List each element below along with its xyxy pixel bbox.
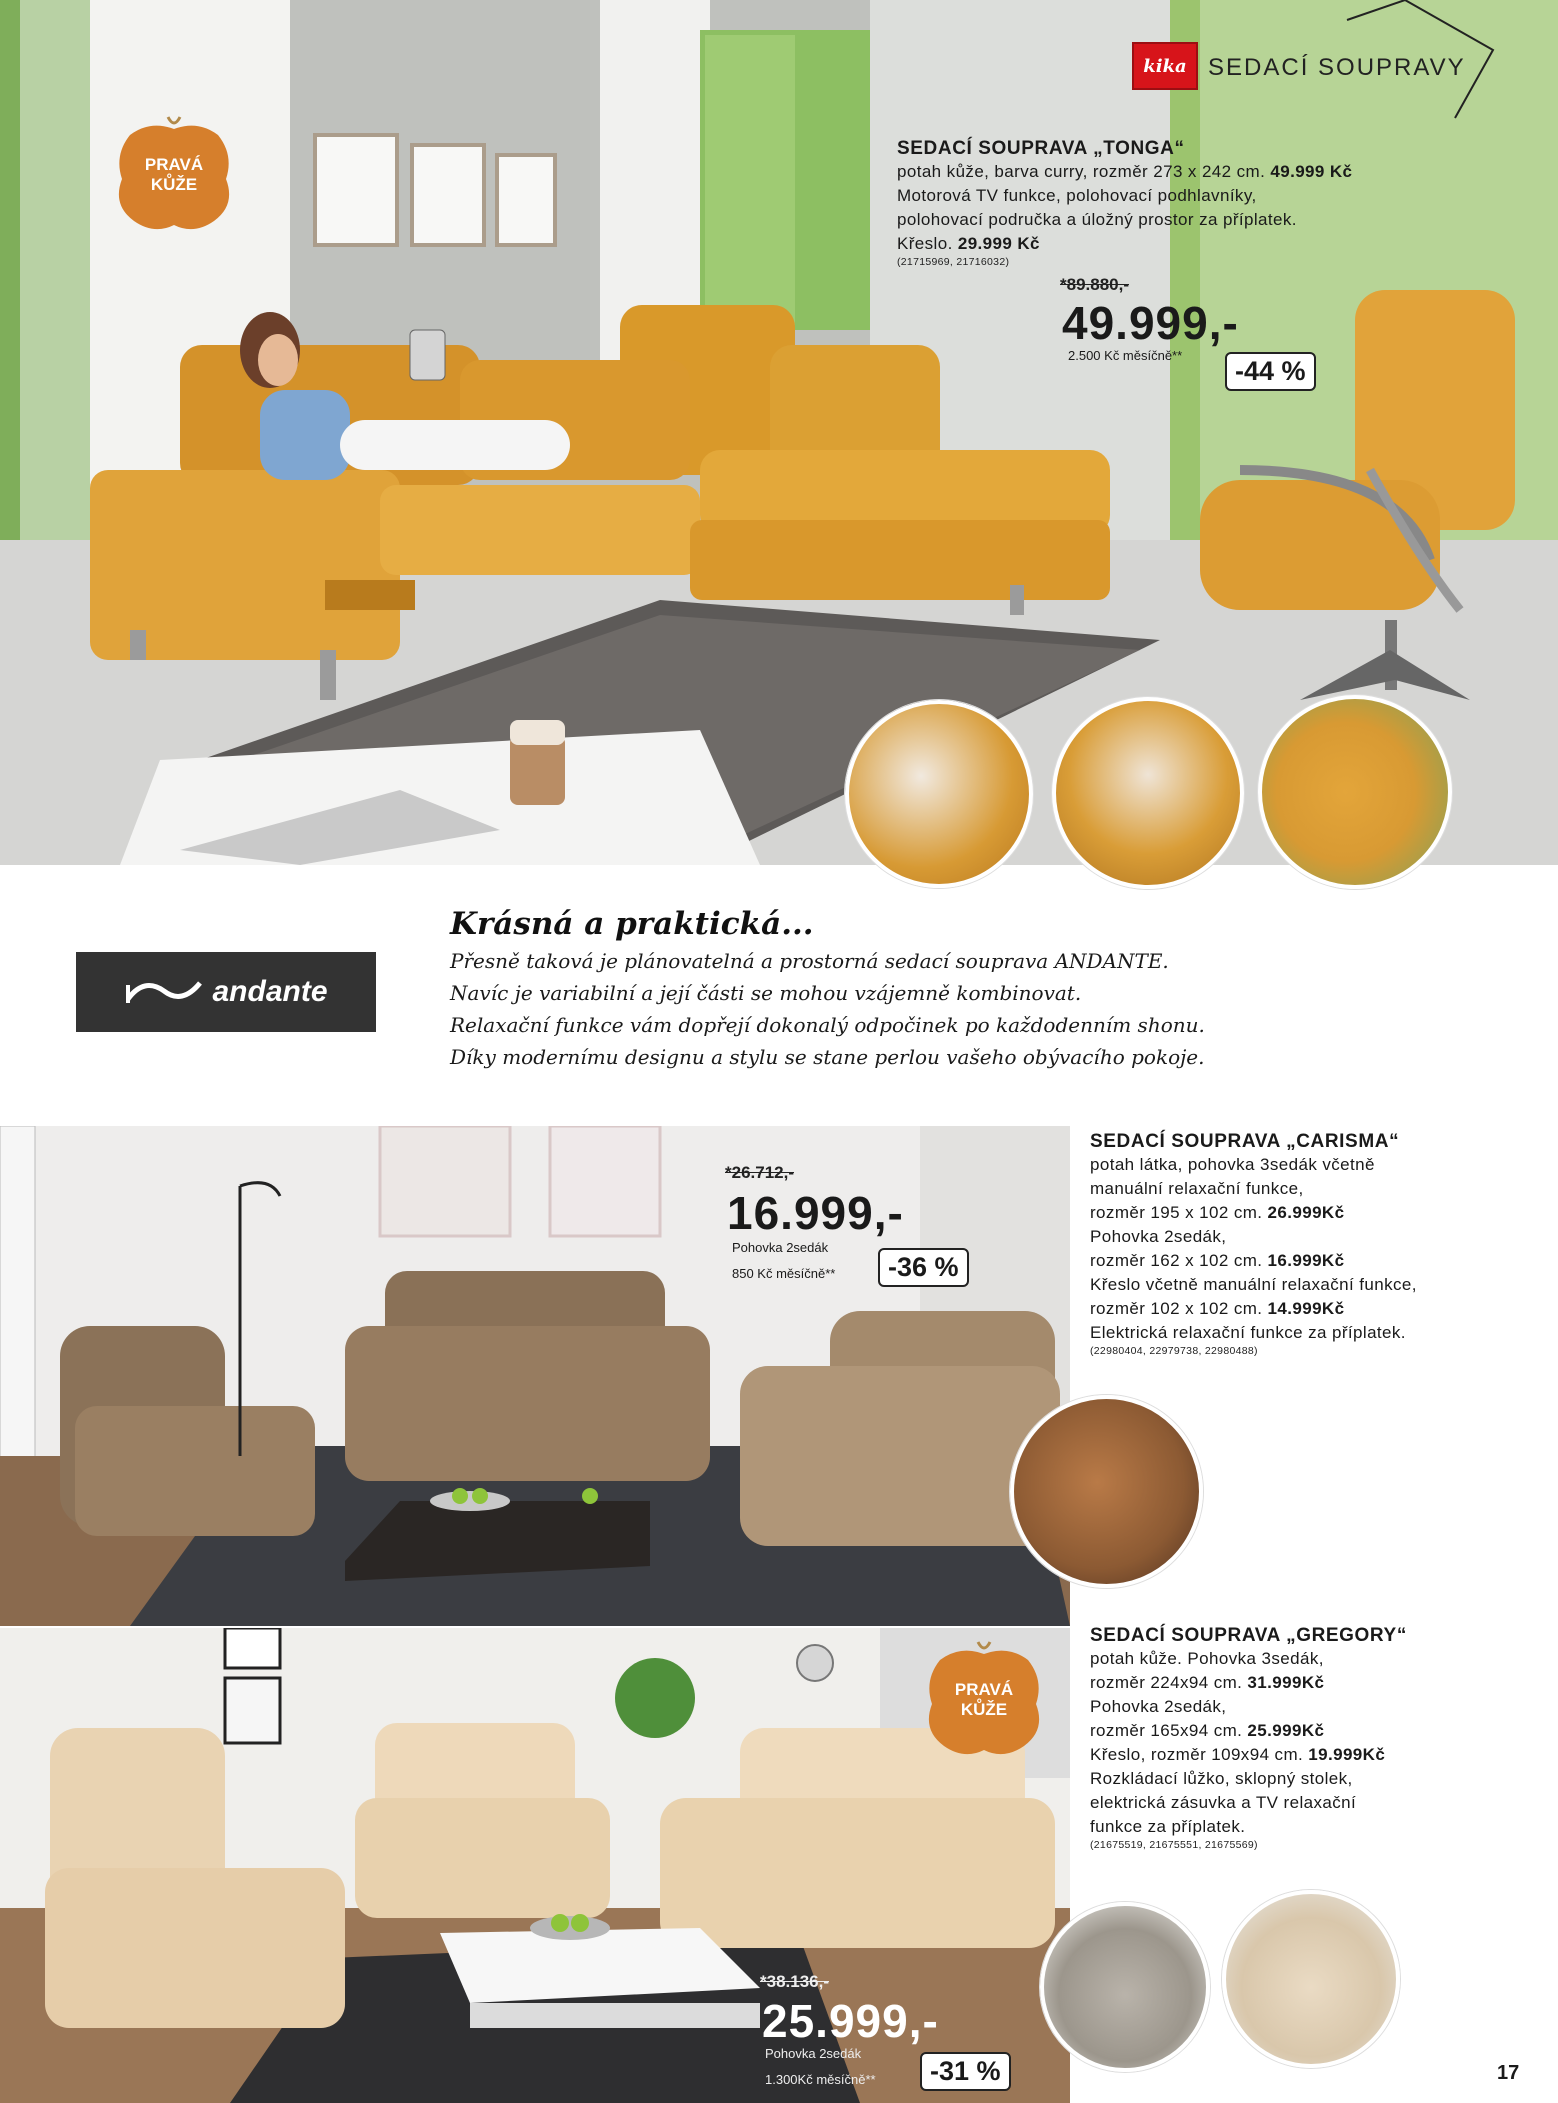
andante-line-2: Navíc je variabilní a její části se mohou vzájemně kombinovat. (450, 981, 1082, 1005)
carisma-title: SEDACÍ SOUPRAVA „CARISMA“ (1090, 1131, 1400, 1152)
section-title: SEDACÍ SOUPRAVY (1208, 54, 1466, 81)
tonga-price: 49.999,- (1062, 297, 1239, 349)
carisma-line2: manuální relaxační funkce, (1090, 1179, 1304, 1198)
carisma-line3 (1090, 1201, 1530, 1225)
tonga-detail-photo-1 (845, 700, 1033, 888)
carisma-line7-price: 14.999Kč (1267, 1299, 1345, 1318)
carisma-codes: (22980404, 22979738, 22980488) (1090, 1345, 1258, 1357)
tonga-line1 (897, 160, 1457, 184)
gregory-line2-text: rozměr 224x94 cm. (1090, 1673, 1243, 1692)
tonga-detail-photo-3 (1258, 695, 1452, 889)
tonga-title: SEDACÍ SOUPRAVA „TONGA“ (897, 138, 1185, 159)
carisma-price: 16.999,- (727, 1187, 904, 1239)
carisma-line3-price: 26.999Kč (1267, 1203, 1345, 1222)
tonga-line1-price: 49.999 Kč (1270, 162, 1353, 181)
tonga-monthly: 2.500 Kč měsíčně** (1068, 348, 1183, 363)
gregory-line5-text: Křeslo, rozměr 109x94 cm. (1090, 1745, 1304, 1764)
carisma-line7-text: rozměr 102 x 102 cm. (1090, 1299, 1263, 1318)
leather-badge-line1: PRAVÁ (144, 155, 204, 174)
carisma-line8: Elektrická relaxační funkce za příplatek. (1090, 1323, 1406, 1342)
gregory-discount: -31 % (920, 2052, 1011, 2091)
gregory-title: SEDACÍ SOUPRAVA „GREGORY“ (1090, 1625, 1407, 1646)
gregory-line4-text: rozměr 165x94 cm. (1090, 1721, 1243, 1740)
carisma-description (1090, 1131, 1530, 1357)
tonga-line3: polohovací područka a úložný prostor za příplatek. (897, 210, 1297, 229)
gregory-line7: elektrická zásuvka a TV relaxační (1090, 1793, 1357, 1812)
leather-badge-line2: KŮŽE (150, 175, 198, 194)
gregory-price: 25.999,- (762, 1995, 939, 2047)
leather-badge-gregory (920, 1640, 1048, 1762)
andante-logo-text: andante (212, 975, 328, 1008)
gregory-codes: (21675519, 21675551, 21675569) (1090, 1839, 1258, 1851)
tonga-discount: -44 % (1225, 352, 1316, 391)
gregory-description (1090, 1625, 1530, 1851)
andante-line-1: Přesně taková je plánovatelná a prostorná sedací souprava ANDANTE. (450, 949, 1169, 973)
tonga-codes: (21715969, 21716032) (897, 256, 1010, 268)
gregory-sub: Pohovka 2sedák (765, 2046, 862, 2061)
leather-badge-line1: PRAVÁ (954, 1680, 1014, 1699)
tonga-detail-photo-2 (1052, 697, 1244, 889)
andante-copy (450, 903, 1350, 1073)
andante-wave-icon (124, 975, 204, 1009)
carisma-line6: Křeslo včetně manuální relaxační funkce, (1090, 1275, 1417, 1294)
carisma-photo (0, 1126, 1070, 1626)
carisma-line1: potah látka, pohovka 3sedák včetně (1090, 1155, 1375, 1174)
tonga-old-price: *89.880,- (1060, 275, 1129, 294)
page-number: 17 (1497, 2062, 1520, 2084)
gregory-line1: potah kůže. Pohovka 3sedák, (1090, 1649, 1324, 1668)
gregory-old-price: *38.136,- (760, 1972, 829, 1991)
gregory-line2-price: 31.999Kč (1247, 1673, 1325, 1692)
carisma-line7 (1090, 1297, 1530, 1321)
carisma-monthly: 850 Kč měsíčně** (732, 1266, 836, 1281)
gregory-line2 (1090, 1671, 1530, 1695)
gregory-line4 (1090, 1719, 1530, 1743)
gregory-line5-price: 19.999Kč (1308, 1745, 1386, 1764)
gregory-line8: funkce za příplatek. (1090, 1817, 1246, 1836)
carisma-discount: -36 % (878, 1248, 969, 1287)
tonga-description (897, 138, 1457, 268)
carisma-line5 (1090, 1249, 1530, 1273)
leather-badge-line2: KŮŽE (960, 1700, 1008, 1719)
section-title-frame (1345, 0, 1495, 120)
kika-logo (1132, 42, 1198, 90)
gregory-detail-photo-1 (1040, 1902, 1210, 2072)
kika-logo-text: kika (1143, 55, 1187, 77)
tonga-line1-text: potah kůže, barva curry, rozměr 273 x 242 cm. (897, 162, 1266, 181)
carisma-old-price: *26.712,- (725, 1163, 794, 1182)
gregory-line3: Pohovka 2sedák, (1090, 1697, 1227, 1716)
gregory-monthly: 1.300Kč měsíčně** (765, 2072, 876, 2087)
carisma-sub: Pohovka 2sedák (732, 1240, 829, 1255)
gregory-line6: Rozkládací lůžko, sklopný stolek, (1090, 1769, 1353, 1788)
carisma-detail-photo (1010, 1395, 1203, 1588)
carisma-line5-price: 16.999Kč (1267, 1251, 1345, 1270)
tonga-line4-text: Křeslo. (897, 234, 953, 253)
leather-badge-top (110, 115, 238, 237)
gregory-line5 (1090, 1743, 1530, 1767)
carisma-line5-text: rozměr 162 x 102 cm. (1090, 1251, 1263, 1270)
andante-line-3: Relaxační funkce vám dopřejí dokonalý odpočinek po každodenním shonu. (450, 1013, 1205, 1037)
andante-line-4: Díky modernímu designu a stylu se stane perlou vašeho obývacího pokoje. (450, 1045, 1205, 1069)
tonga-line2: Motorová TV funkce, polohovací podhlavníky, (897, 186, 1257, 205)
gregory-line4-price: 25.999Kč (1247, 1721, 1325, 1740)
carisma-line4: Pohovka 2sedák, (1090, 1227, 1227, 1246)
carisma-line3-text: rozměr 195 x 102 cm. (1090, 1203, 1263, 1222)
tonga-line4 (897, 232, 1457, 256)
tonga-line4-price: 29.999 Kč (957, 234, 1040, 253)
gregory-detail-photo-2 (1222, 1890, 1400, 2068)
andante-headline: Krásná a praktická... (450, 906, 814, 942)
andante-logo (76, 952, 376, 1032)
